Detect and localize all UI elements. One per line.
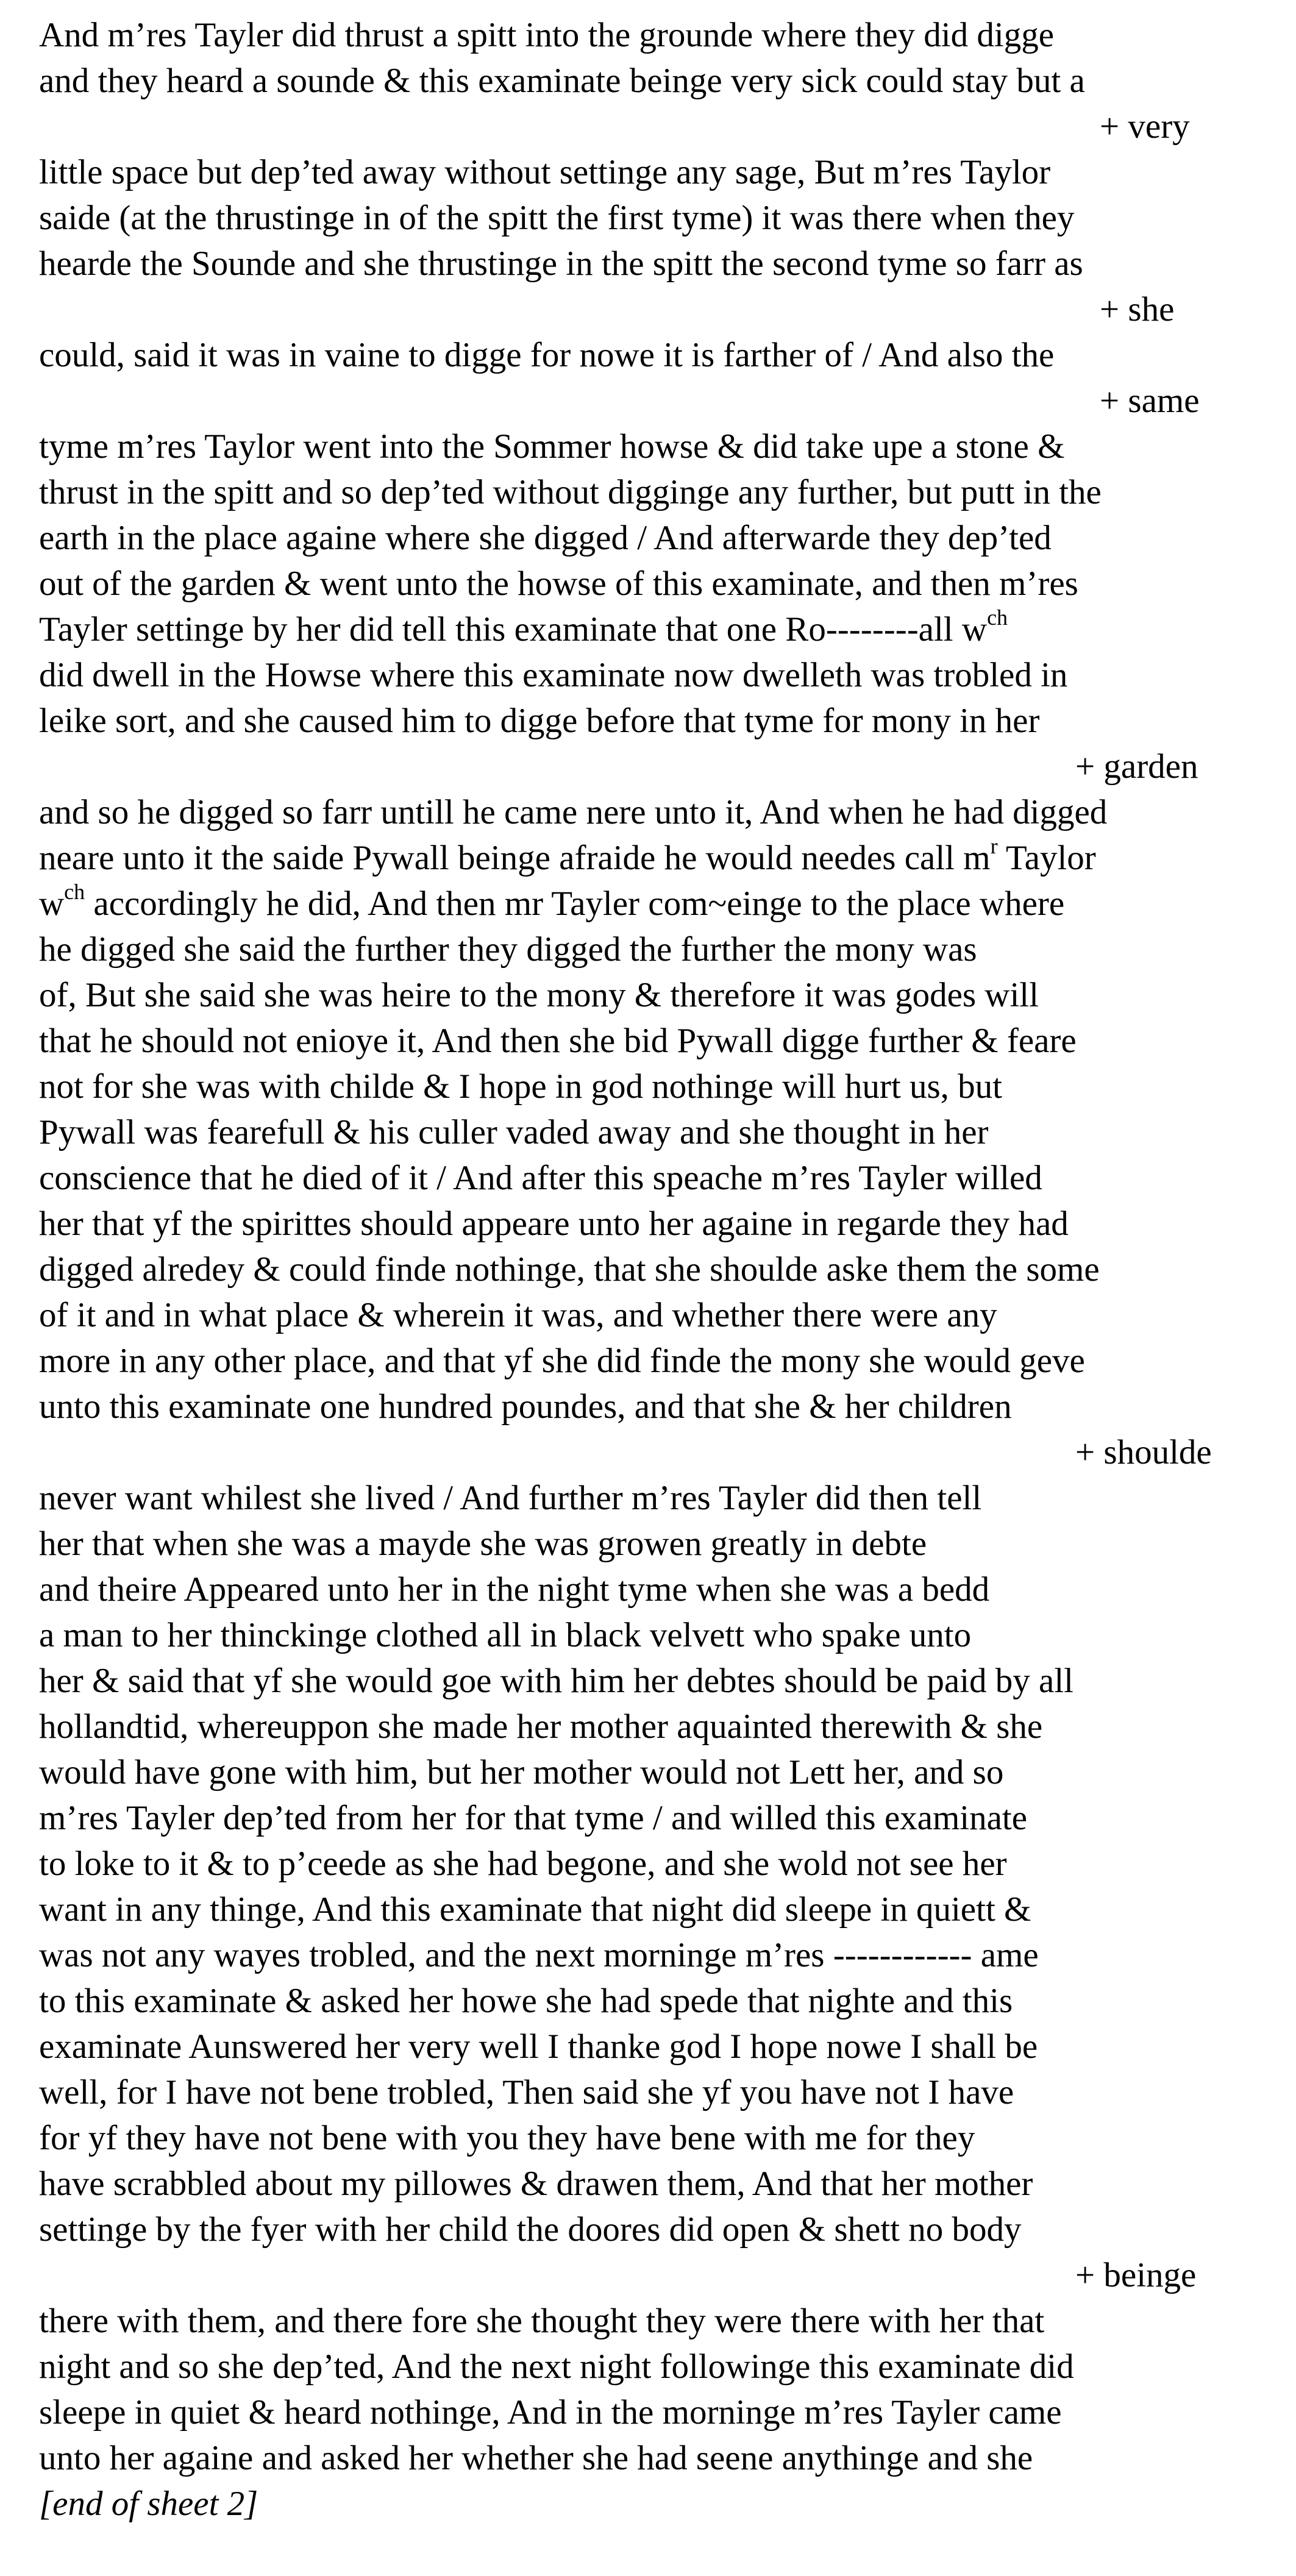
text-line-16-lead: w [39,884,65,923]
transcript-text [39,12,1258,2527]
text-line-47: sleepe in quiet & heard nothinge, And in the morninge m’res Tayler came [39,2393,1062,2432]
superscript-ch: ch [64,880,85,904]
text-line-16 [39,881,1258,927]
text-line-44: settinge by the fyer with her child the doores did open & shett no body [39,2210,1022,2249]
text-line-15 [39,835,1258,881]
text-line-10: out of the garden & went unto the howse of this examinate, and then m’res [39,564,1078,603]
text-line-26: more in any other place, and that yf she did finde the mony she would geve [39,1342,1085,1380]
text-line-34: would have gone with him, but her mother would not Lett her, and so [39,1753,1004,1791]
text-line-6: could, said it was in vaine to digge for nowe it is farther of / And also the [39,336,1055,374]
text-line-22: conscience that he died of it / And after this speache m’res Tayler willed [39,1159,1042,1197]
text-line-39: to this examinate & asked her howe she had spede that nighte and this [39,1982,1013,2020]
insertion-line-she: + she [1100,290,1175,329]
text-line-21: Pywall was fearefull & his culler vaded away and she thought in her [39,1113,989,1151]
insertion-line-shoulde: + shoulde [1075,1433,1212,1471]
text-line-13: leike sort, and she caused him to digge before that tyme for mony in her [39,702,1040,740]
text-line-19: that he should not enioye it, And then she bid Pywall digge further & feare [39,1022,1077,1060]
text-line-14: and so he digged so farr untill he came nere unto it, And when he had digged [39,793,1108,831]
text-line-15-main: neare unto it the saide Pywall beinge afraide he would needes call m [39,839,991,877]
text-line-43: have scrabbled about my pillowes & drawen them, And that her mother [39,2165,1033,2203]
text-line-30: and theire Appeared unto her in the night tyme when she was a bedd [39,1570,990,1609]
text-line-15-tail: Taylor [997,839,1096,877]
text-line-41: well, for I have not bene trobled, Then said she yf you have not I have [39,2073,1014,2112]
text-line-16-tail: accordingly he did, And then mr Tayler com~einge to the place where [85,884,1065,923]
text-line-31: a man to her thinckinge clothed all in black velvett who spake unto [39,1616,972,1654]
text-line-18: of, But she said she was heire to the mony & therefore it was godes will [39,976,1039,1014]
text-line-9: earth in the place againe where she digged / And afterwarde they dep’ted [39,519,1052,557]
text-line-1: And m’res Tayler did thrust a spitt into the grounde where they did digge [39,16,1055,54]
text-line-8: thrust in the spitt and so dep’ted without digginge any further, but putt in the [39,473,1102,511]
superscript-ch: ch [987,605,1008,630]
text-line-40: examinate Aunswered her very well I thanke god I hope nowe I shall be [39,2027,1038,2066]
text-line-4: saide (at the thrustinge in of the spitt the first tyme) it was there when they [39,199,1075,237]
text-line-20: not for she was with childe & I hope in god nothinge will hurt us, but [39,1067,1002,1106]
text-line-25: of it and in what place & wherein it was, and whether there were any [39,1296,997,1334]
text-line-29: her that when she was a mayde she was growen greatly in debte [39,1525,927,1563]
text-line-28: never want whilest she lived / And further m’res Tayler did then tell [39,1479,982,1517]
text-line-12: did dwell in the Howse where this examinate now dwelleth was trobled in [39,656,1068,694]
text-line-2: and they heard a sounde & this examinate beinge very sick could stay but a [39,62,1085,100]
text-line-11 [39,607,1258,652]
text-line-11-main: Tayler settinge by her did tell this examinate that one Ro--------all w [39,610,988,649]
insertion-line-garden: + garden [1075,747,1198,786]
text-line-23: her that yf the spirittes should appeare unto her againe in regarde they had [39,1204,1069,1243]
text-line-7: tyme m’res Taylor went into the Sommer howse & did take upe a stone & [39,427,1065,466]
text-line-42: for yf they have not bene with you they have bene with me for they [39,2119,975,2157]
text-line-37: want in any thinge, And this examinate that night did sleepe in quiett & [39,1890,1031,1929]
text-line-36: to loke to it & to p’ceede as she had begone, and she wold not see her [39,1845,1007,1883]
text-line-32: her & said that yf she would goe with him her debtes should be paid by all [39,1662,1074,1700]
insertion-line-same: + same [1100,382,1200,420]
text-line-46: night and so she dep’ted, And the next night followinge this examinate did [39,2347,1074,2386]
text-line-33: hollandtid, whereuppon she made her mother aquainted therewith & she [39,1707,1043,1746]
text-line-45: there with them, and there fore she thought they were there with her that [39,2302,1045,2340]
text-line-38: was not any wayes trobled, and the next morninge m’res ------------ ame [39,1936,1039,1974]
insertion-line-beinge: + beinge [1075,2256,1197,2294]
superscript-r: r [990,834,998,858]
text-line-24: digged alredey & could finde nothinge, that she shoulde aske them the some [39,1250,1100,1289]
text-line-5: hearde the Sounde and she thrustinge in the spitt the second tyme so farr as [39,244,1083,283]
insertion-line-very: + very [1100,107,1190,146]
text-line-48: unto her againe and asked her whether she had seene anythinge and she [39,2439,1033,2477]
text-line-3: little space but dep’ted away without settinge any sage, But m’res Taylor [39,153,1051,191]
text-line-17: he digged she said the further they digged the further the mony was [39,930,977,969]
text-line-35: m’res Tayler dep’ted from her for that tyme / and willed this examinate [39,1799,1028,1837]
end-of-sheet-note: [end of sheet 2] [39,2485,258,2523]
text-line-27: unto this examinate one hundred poundes, and that she & her children [39,1387,1012,1426]
